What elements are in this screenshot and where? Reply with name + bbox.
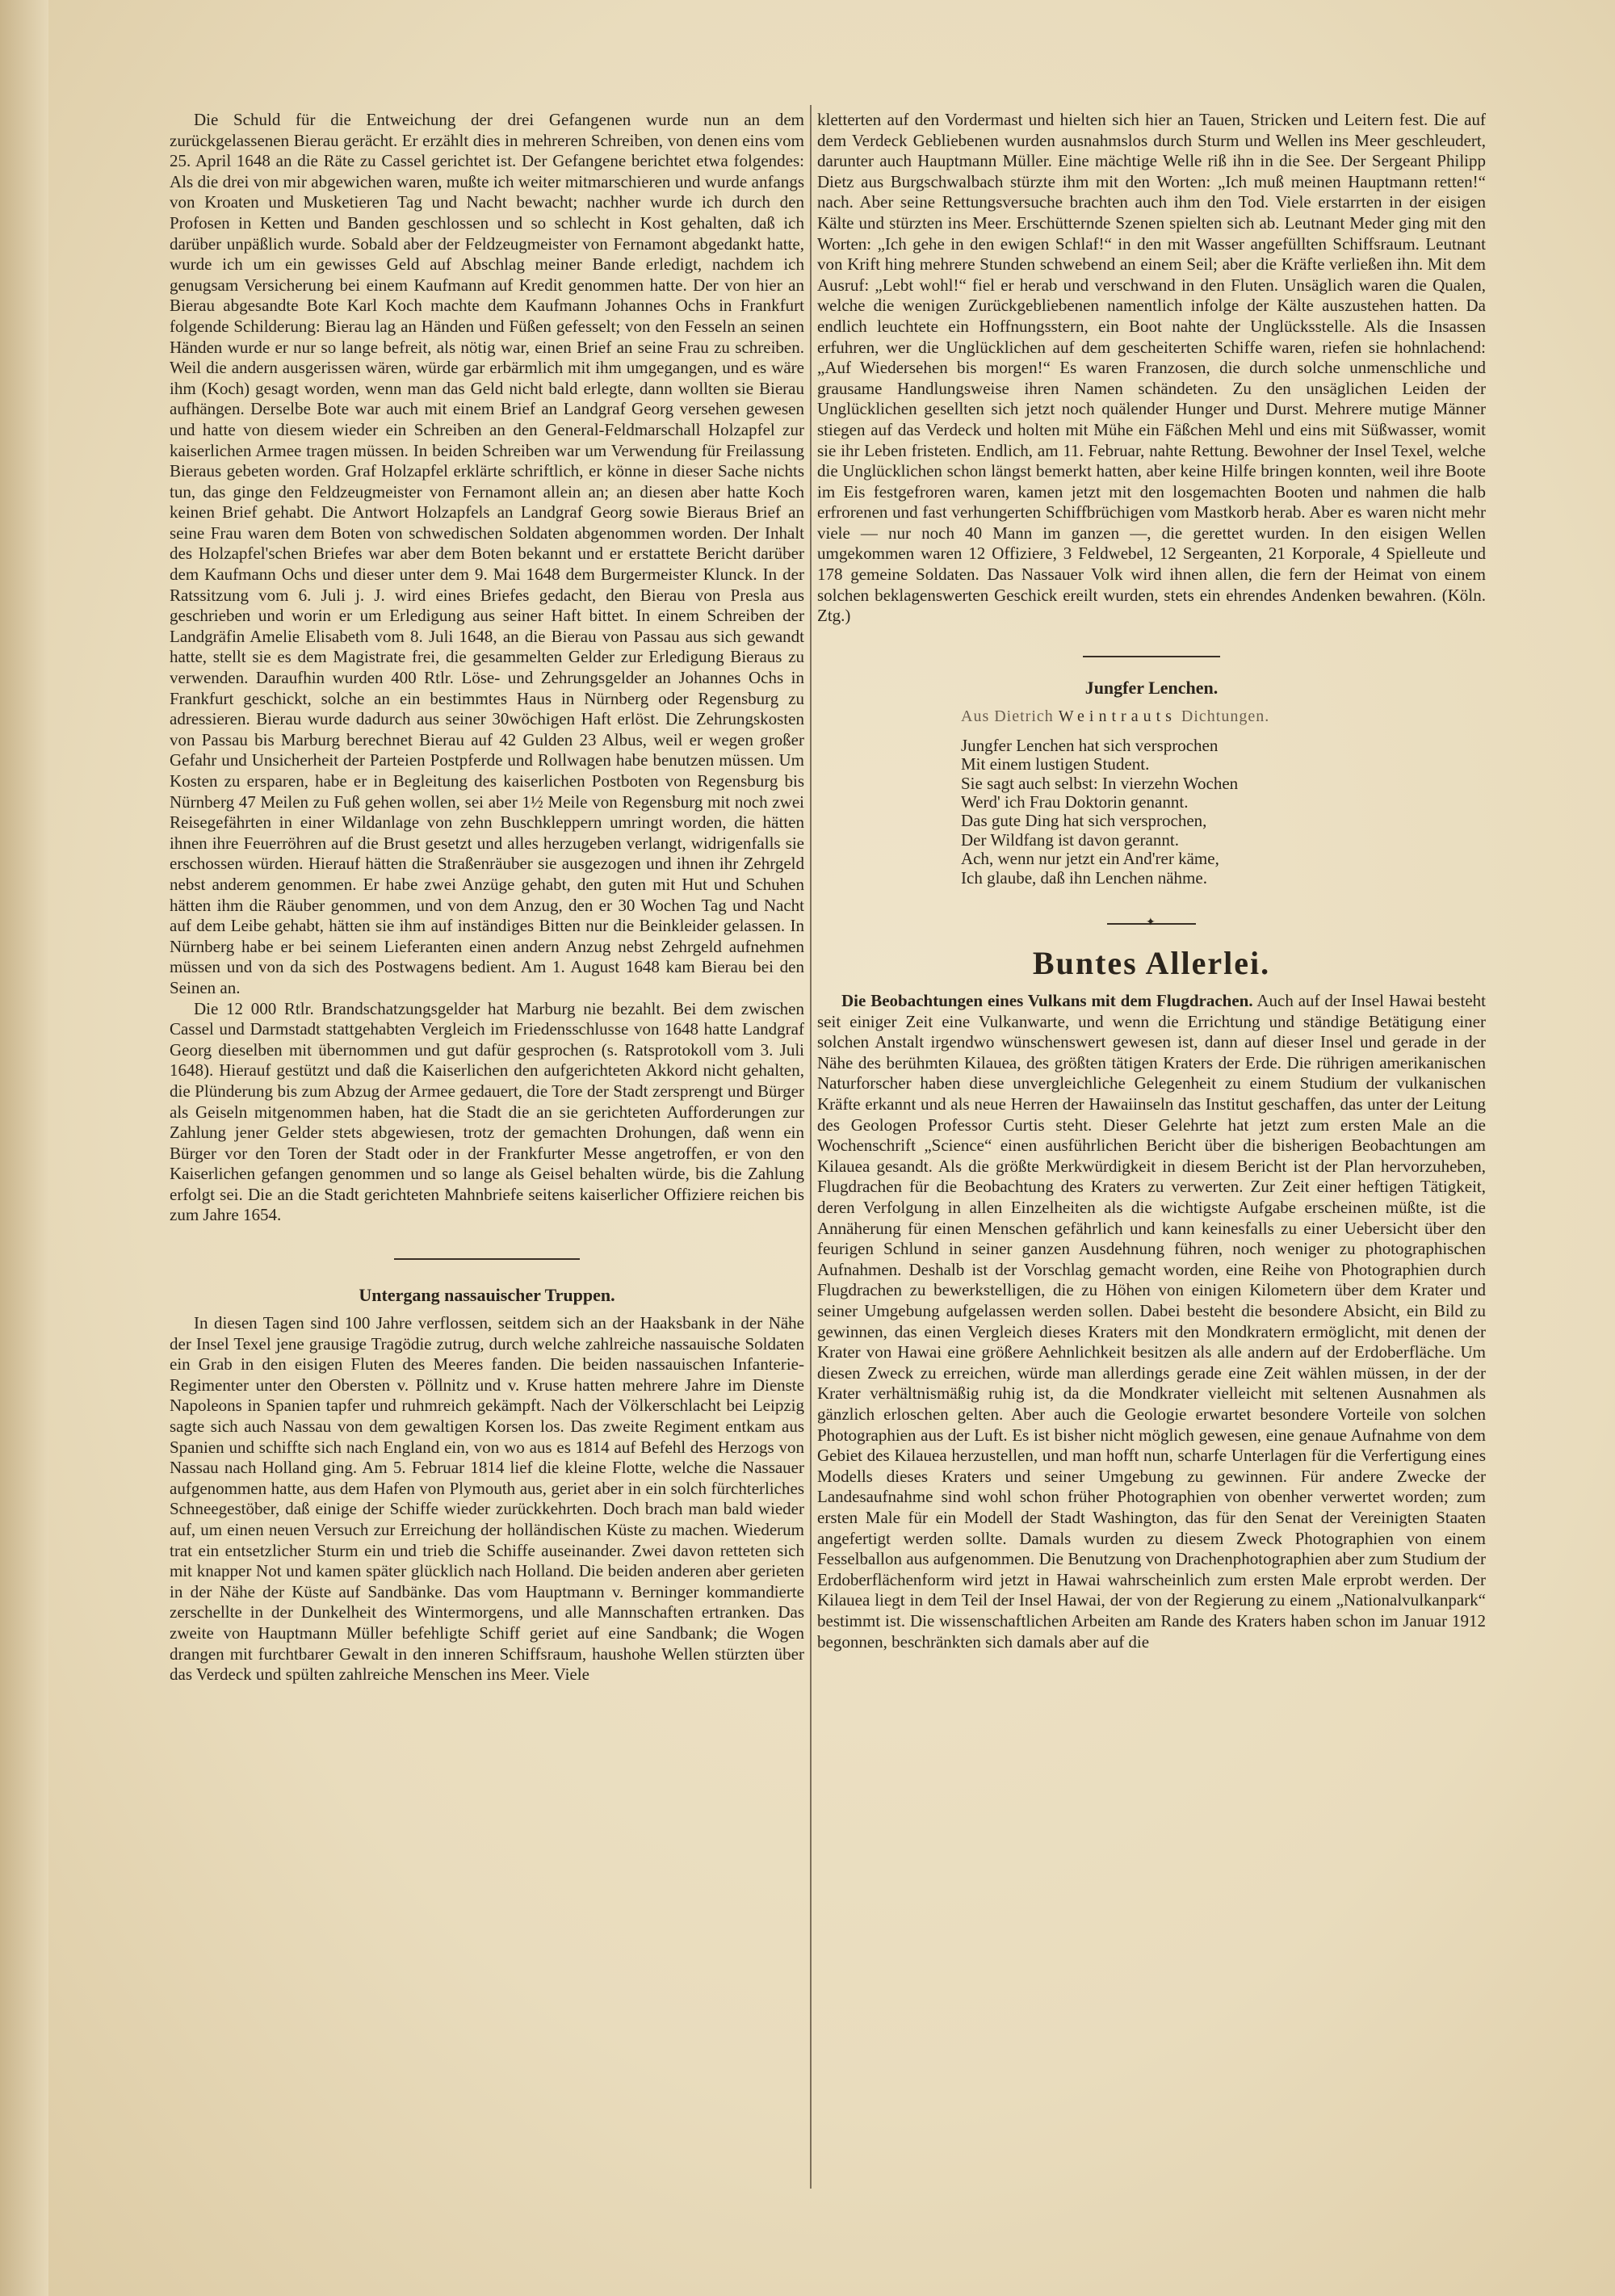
poem-source	[961, 706, 1486, 727]
article-nassau	[170, 1313, 804, 1685]
poem-title: Jungfer Lenchen.	[1084, 677, 1219, 698]
poem-line: Ich glaube, daß ihn Lenchen nähme.	[961, 867, 1207, 888]
poem-line: Jungfer Lenchen hat sich versprochen	[961, 735, 1219, 755]
separator-rule	[1083, 656, 1220, 657]
paragraph: Auch auf der Insel Hawai besteht seit einiger Zeit eine Vulkanwarte, und wenn die Errichtung und ständige Betätigung einer solchen Anstalt irgendwo wünschenswert gewesen ist, dann auf dieser Insel und gerade in der Nähe des berühmten Kilauea, des größten tätigen Kraters der Erde. Die rührigen amerikanischen Naturforscher haben diese unvergleichliche Gelegenheit zu einem Studium der vulkanischen Kräfte erkannt und als neue Herren der Hawaiinseln das Institut geschaffen, das unter der Leitung des Geologen Professor Curtis steht. Dieser Gelehrte hat jetzt zum ersten Male an die Wochenschrift „Science“ einen ausführlichen Bericht über die bisherigen Beobachtungen am Kilauea gesandt. Als die größte Merkwürdigkeit in diesem Bericht ist der Plan hervorzuheben, Flugdrachen für die Beobachtung des Kraters zu verwerten. Zur Zeit einer heftigen Tätigkeit, deren Verfolgung in allen Einzelheiten als die wichtigste Aufgabe erscheinen müßte, ist die Annäherung für einen Menschen gefährlich und kann keinesfalls zu einer Uebersicht über den feurigen Schlund in seiner ganzen Ausdehnung führen, noch weniger zu photographischen Aufnahmen. Deshalb ist der Vorschlag gemacht worden, eine Reihe von Photographien durch Flugdrachen zu bewerkstelligen, die zu Höhen von einigen Kilometern über dem Krater und seiner Umgebung aufgelassen werden sollen. Dabei besteht die besondere Absicht, ein Bild zu gewinnen, das einen Vergleich dieses Kraters mit den Mondkratern ermöglicht, mit denen der Krater von Hawai eine größere Aehnlichkeit besitzen als alle andern auf der Erdoberfläche. Um diesen Zweck zu erreichen, würde man allerdings gerade eine Zeit wählen müssen, in der der Krater verhältnismäßig ruhig ist, da die Mondkrater vielleicht mit seltenen Ausnahmen als gänzlich erloschen gelten. Aber auch die Geologie erwartet besondere Vorteile von solchen Photographien aus der Luft. Es ist bisher nicht möglich gewesen, eine genaue Aufnahme von dem Gebiet des Kilauea herzustellen, und man hofft nun, scharfe Unterlagen für die Verfertigung eines Modells dieses Kraters und seiner Umgebung zu gewinnen. Für andere Zwecke der Landesaufnahme sind wohl schon früher Photographien von obenher verwertet worden; zum ersten Male für ein Modell der Stadt Washington, das für den Senat der Vereinigten Staaten angefertigt werden sollte. Damals wurden zu diesem Zweck Photographien von einem Fesselballon aus aufgenommen. Die Benutzung von Drachenphotographien aber zum Studium der Erdoberflächenform wird jetzt in Hawai wahrscheinlich zum ersten Male erprobt werden. Der Kilauea liegt in dem Teil der Insel Hawai, der von der Regierung zu einem „Nationalvulkanpark“ bestimmt ist. Die wissenschaftlichen Arbeiten am Rande des Kraters haben schon im Januar 1912 begonnen, beschränkten sich damals aber auf die	[817, 991, 1486, 1652]
column-divider	[810, 105, 812, 2189]
paragraph: Die 12 000 Rtlr. Brandschatzungsgelder hat Marburg nie bezahlt. Bei dem zwischen Cassel und Darmstadt stattgehabten Vergleich im Friedensschlusse von 1648 hatte Landgraf Georg dieselben mit übernommen und gut dafür gesprochen (s. Ratsprotokoll vom 3. Juli 1648). Hierauf gestützt und daß die Kaiserlichen den aufgerichteten Akkord nicht gehalten, die Plünderung bis zum Abzug der Armee gedauert, die Tore der Stadt zersprengt und Bürger als Geiseln mitgenommen haben, hat die Stadt die an sie gerichteten Aufforderungen zur Zahlung jener Gelder stets abgewiesen, trotz der gemachten Drohungen, daß wenn ein Bürger vor den Toren der Stadt oder in der Frankfurter Messe angetroffen, er von den Kaiserlichen gefangen genommen und so lange als Geisel behalten würde, bis die Zahlung erfolgt sei. Die an die Stadt gerichteten Mahnbriefe seitens kaiserlicher Offiziere reichen bis zum Jahre 1654.	[170, 998, 804, 1225]
article-title: Untergang nassauischer Truppen.	[359, 1285, 615, 1306]
source-author: Weintrauts	[1058, 707, 1177, 725]
paragraph: kletterten auf den Vordermast und hielten sich hier an Tauen, Stricken und Leitern fest. Die auf dem Verdeck Gebliebenen wurden ausnahmslos durch Sturm und Wellen ins Meer geschleudert, darunter auch Hauptmann Müller. Eine mächtige Welle riß ihn in die See. Der Sergeant Philipp Dietz aus Burgschwalbach stürzte ihm mit den Worten: „Ich muß meinen Hauptmann retten!“ nach. Aber seine Rettungsversuche brachten auch ihm den Tod. Viele erstarrten in der eisigen Kälte und stürzten ins Meer. Erschütternde Szenen spielten sich ab. Leutnant Meder ging mit den Worten: „Ich gehe in den ewigen Schlaf!“ in den mit Wasser angefüllten Schiffsraum. Leutnant von Krift hing mehrere Stunden schwebend an einem Seil; aber die Kräfte verließen ihn. Mit dem Ausruf: „Lebt wohl!“ fiel er herab und verschwand in den Fluten. Unsäglich waren die Qualen, welche die wenigen Zurückgebliebenen namentlich infolge der Kälte auszustehen hatten. Da endlich leuchtete ein Hoffnungsstern, ein Boot nahte der Unglücksstelle. Als die Insassen erfuhren, wer die Unglücklichen auf dem gescheiterten Schiffe waren, riefen sie hohnlachend: „Auf Wiedersehen bis morgen!“ Es waren Franzosen, die durch solche unmenschliche und grausame Handlungsweise ihren Namen schändeten. Zu den unsäglichen Leiden der Unglücklichen gesellten sich jetzt noch quälender Hunger und Durst. Mehrere mutige Männer stiegen auf das Verdeck und holten mit Mühe ein Fäßchen Mehl und eins mit Süßwasser, womit sie ihr Leben fristeten. Endlich, am 11. Februar, nahte Rettung. Bewohner der Insel Texel, welche die Unglücklichen schon längst bemerkt hatten, aber keine Hilfe bringen konnten, weil ihre Boote im Eis festgefroren waren, kamen jetzt mit den losgemachten Booten und nahmen die halb erfrorenen und fast verhungerten Schiffbrüchigen vom Mastkorb herab. Aber es waren nicht mehr viele — nur noch 40 Mann im ganzen —, die gerettet wurden. In den eisigen Wellen umgekommen waren 12 Offiziere, 3 Feldwebel, 12 Sergeanten, 21 Korporale, 4 Spielleute und 178 gemeine Soldaten. Das Nassauer Volk wird ihnen allen, die fern der Heimat von einem solchen beklagenswerten Geschick ereilt wurden, stets ein ehrendes Andenken bewahren. (Köln. Ztg.)	[817, 110, 1486, 626]
left-column	[170, 110, 804, 1685]
paper-edge	[0, 0, 48, 2296]
poem-line: Das gute Ding hat sich versprochen,	[961, 811, 1207, 831]
article-bierau	[170, 110, 804, 1226]
article-lead: Die Beobachtungen eines Vulkans mit dem Flugdrachen.	[841, 991, 1253, 1011]
article-vulkan	[817, 991, 1486, 1652]
paragraph: Die Schuld für die Entweichung der drei Gefangenen wurde nun an dem zurückgelassenen Bierau gerächt. Er erzählt dies in mehreren Schreiben, von denen eins vom 25. April 1648 an die Räte zu Cassel gerichtet ist. Der Gefangene berichtet etwa folgendes: Als die drei von mir abgewichen waren, mußte ich weiter mitmarschieren und wurde anfangs von Kroaten und Musketieren Tag und Nacht bewacht; nachher wurde ich durch den Profosen in Ketten und Banden geschlossen und so schlecht in Kost gehalten, daß ich darüber unpäßlich wurde. Sobald aber der Feldzeugmeister von Fernamont abgedankt hatte, wurde ich um ein gewisses Geld auf Abschlag meiner Bande erledigt, nachdem ich genugsam Versicherung bei einem Kaufmann auf Kredit genommen hatte. Der von hier an Bierau abgesandte Bote Karl Koch machte dem Kaufmann Johannes Ochs in Frankfurt folgende Schilderung: Bierau lag an Händen und Füßen gefesselt; von den Fesseln an seinen Händen wurde er nur so lange befreit, als nötig war, einen Brief an seine Frau zu schreiben. Weil die andern ausgerissen wären, würde gar erbärmlich mit ihm umgegangen, und es wäre ihm (Koch) gesagt worden, wenn man das Geld nicht bald erlegte, dann wollten sie Bierau aufhängen. Derselbe Bote war auch mit einem Brief an Landgraf Georg versehen gewesen und hatte von diesem wieder ein Schreiben an den General-Feldmarschall Holzapfel zur kaiserlichen Armee tragen müssen. In beiden Schreiben war um Verwendung für Freilassung Bieraus gebeten worden. Graf Holzapfel erklärte schriftlich, er könne in dieser Sache nichts tun, das ginge den Feldzeugmeister von Fernamont allein an; an diesen aber hatte Koch keinen Brief gehabt. Die Antwort Holzapfels an Landgraf Georg sowie Bieraus Brief an seine Frau waren dem Boten von schwedischen Soldaten abgenommen worden. Der Inhalt des Holzapfel'schen Briefes war aber dem Boten bekannt und er erstattete Bericht darüber dem Kaufmann Ochs und dieser unter dem 9. Mai 1648 dem Burgermeister Klunck. In der Ratssitzung vom 6. Juli j. J. wird eines Briefes gedacht, den Bierau von Presla aus geschrieben und worin er um Erledigung aus seiner Haft bittet. In einem Schreiben der Landgräfin Amelie Elisabeth vom 8. Juli 1648, an die Bierau von Passau aus sich gewandt hatte, stellt sie es dem Magistrate frei, die gesammelten Gelder zur Erledigung Bieraus zu verwenden. Daraufhin wurden 400 Rtlr. Löse- und Zehrungsgelder an Johannes Ochs in Frankfurt geschickt, solche an ein bestimmtes Haus in Nürnberg oder Regensburg zu adressieren. Bierau wurde dadurch aus seiner 30wöchigen Haft erlöst. Die Zehrungskosten von Passau bis Marburg berechnet Bierau auf 42 Gulden 23 Albus, weil er wegen großer Gefahr und Unsicherheit der Parteien Postpferde und Rollwagen habe benutzen müssen. Um Kosten zu ersparen, habe er in Begleitung des kaiserlichen Postboten von Regensburg bis Nürnberg 47 Meilen zu Fuß gehen wollen, sei aber 1½ Meile von Regensburg mit noch zwei Reisegefährten in einer Wildanlage von zehn Buschkleppern umringt worden, die hätten ihnen ihre Feuerröhren auf die Brust gesetzt und alles herzugeben verlangt, widrigenfalls sie erschossen würden. Hierauf hätten die Straßenräuber sie ausgezogen und ihnen ihr Zehrgeld nebst anderem genommen. Er habe zwei Anzüge gehabt, den guten mit Hut und Schuhen hätten ihm die Räuber genommen, und von dem Anzug, den er 30 Wochen Tag und Nacht auf dem Leibe gehabt, hätten sie ihm auf inständiges Bitten nur die Beinkleider gelassen. In Nürnberg habe er bei seinem Lieferanten einen andern Anzug nebst Zehrgeld aufnehmen müssen und von da sich des Postwagens bedient. Am 1. August 1648 kam Bierau bei den Seinen an.	[170, 110, 804, 997]
section-heading: Buntes Allerlei.	[1032, 945, 1271, 982]
poem-line: Der Wildfang ist davon gerannt.	[961, 829, 1179, 850]
right-column	[817, 110, 1486, 1652]
poem-line: Werd' ich Frau Doktorin genannt.	[961, 792, 1189, 812]
poem-line: Sie sagt auch selbst: In vierzehn Wochen	[961, 773, 1239, 793]
source-suffix: Dichtungen.	[1181, 707, 1270, 725]
article-nassau-continued	[817, 110, 1486, 627]
poem	[961, 737, 1486, 888]
source-prefix: Aus Dietrich	[961, 707, 1054, 725]
poem-line: Mit einem lustigen Student.	[961, 754, 1150, 774]
separator-rule	[394, 1258, 580, 1260]
poem-line: Ach, wenn nur jetzt ein And'rer käme,	[961, 849, 1219, 869]
ornament-separator	[1107, 923, 1196, 925]
paragraph: In diesen Tagen sind 100 Jahre verflossen, seitdem sich an der Haaksbank in der Nähe der Insel Texel jene grausige Tragödie zutrug, durch welche zahlreiche nassauische Soldaten ein Grab in den eisigen Fluten des Meeres fanden. Die beiden nassauischen Infanterie-Regimenter unter den Obersten v. Pöllnitz und v. Kruse hatten mehrere Jahre im Dienste Napoleons in Spanien tapfer und ruhmreich gekämpft. Nach der Völkerschlacht bei Leipzig sagte sich auch Nassau von dem gewaltigen Korsen los. Das zweite Regiment entkam aus Spanien und schiffte sich nach England ein, von wo aus es 1814 auf Befehl des Herzogs von Nassau nach Holland ging. Am 5. Februar 1814 lief die kleine Flotte, welche die Nassauer aufgenommen hatte, aus dem Hafen von Plymouth aus, geriet aber in ein solch fürchterliches Schneegestöber, daß einige der Schiffe wieder zurückkehrten. Doch brach man bald wieder auf, um einen neuen Versuch zur Erreichung der holländischen Küste zu machen. Wiederum trat ein entsetzlicher Sturm ein und trieb die Schiffe auseinander. Zwei davon retteten sich mit knapper Not und kamen später glücklich nach Holland. Die beiden anderen aber gerieten in der Nähe der Küste auf Sandbänke. Das vom Hauptmann v. Berninger kommandierte zerschellte in der Dunkelheit des Wintermorgens, und alle Mannschaften ertranken. Das zweite von Hauptmann Müller befehligte Schiff geriet auf eine Sandbank; die Wogen drangen mit furchtbarer Gewalt in den inneren Schiffsraum, haushohe Wellen stürzten über das Verdeck und spülten zahlreiche Menschen ins Meer. Viele	[170, 1313, 804, 1685]
